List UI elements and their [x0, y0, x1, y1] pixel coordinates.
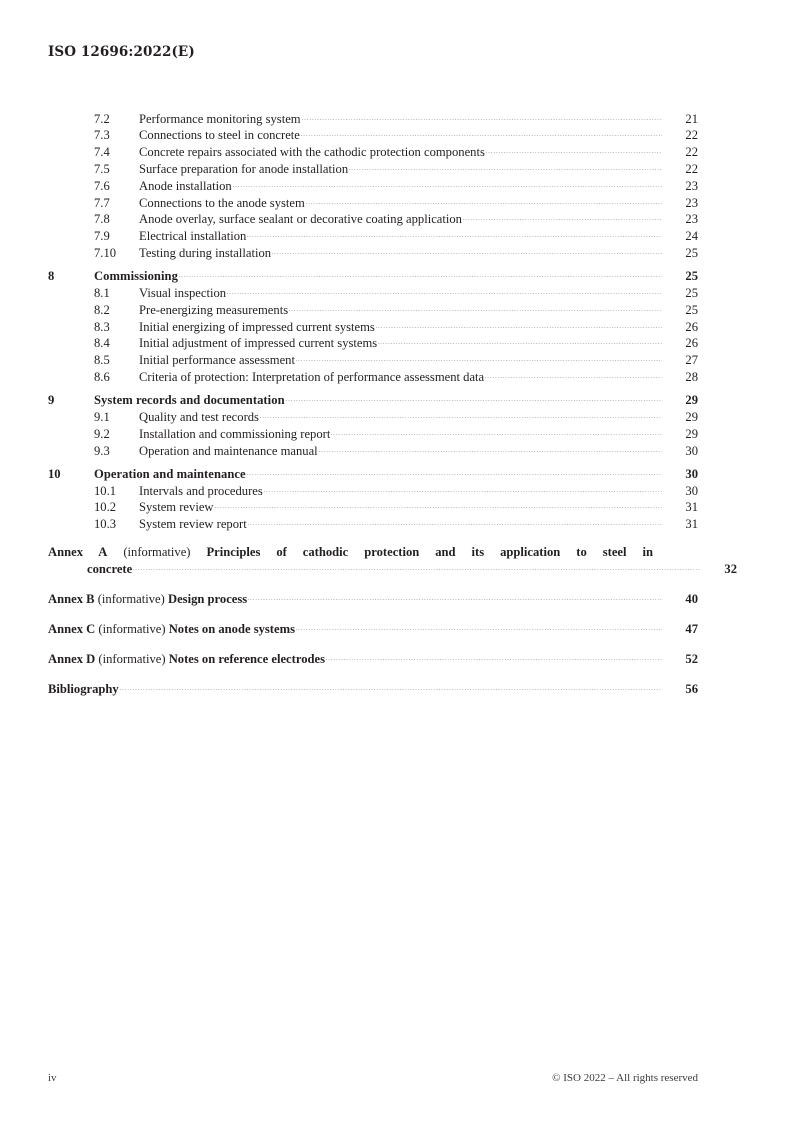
toc-entry[interactable] — [48, 425, 698, 442]
dot-leader — [272, 244, 662, 257]
annex-title-cell — [48, 620, 662, 637]
toc-entry-number: 9.2 — [94, 426, 110, 441]
page-footer — [48, 1072, 698, 1084]
toc-entry[interactable] — [48, 392, 698, 409]
dot-leader — [260, 408, 662, 421]
dot-leader — [248, 516, 662, 529]
toc-entry[interactable] — [48, 499, 698, 516]
toc-entry-number: 7.10 — [94, 245, 117, 260]
toc-entry-title[interactable]: Concrete repairs associated with the cathodic protection components — [139, 145, 485, 160]
dot-leader — [331, 425, 662, 438]
toc-entry[interactable] — [48, 211, 698, 228]
toc-page-number[interactable]: 28 — [685, 369, 698, 384]
toc-entry[interactable] — [48, 244, 698, 261]
toc-page-number[interactable]: 30 — [685, 443, 698, 458]
annex-title-cell — [48, 650, 662, 667]
annex-heading — [48, 622, 295, 637]
toc-entry-title[interactable]: Operation and maintenance — [94, 466, 246, 481]
dot-leader — [247, 228, 662, 241]
toc-entry[interactable] — [48, 352, 698, 369]
bibliography-line — [48, 680, 698, 697]
annex-line-first — [48, 545, 653, 561]
toc-page-number[interactable]: 47 — [685, 622, 698, 637]
toc-entry-title[interactable]: Testing during installation — [139, 245, 272, 260]
toc-entry-number: 8.1 — [94, 285, 110, 300]
toc-page-number[interactable]: 25 — [685, 269, 698, 284]
toc-entry-title-cell — [94, 268, 662, 285]
annex-heading — [48, 592, 247, 607]
toc-entry-title[interactable]: Performance monitoring system — [139, 111, 301, 126]
toc-entry[interactable] — [48, 301, 698, 318]
annex-line-continued — [48, 561, 737, 578]
toc-entry-number: 10.3 — [94, 517, 117, 532]
document-header: ISO 12696:2022(E) — [48, 44, 195, 60]
annex-title[interactable]: Notes on reference electrodes — [168, 651, 325, 666]
toc-page-number[interactable]: 22 — [685, 145, 698, 160]
toc-entry-title-cell — [139, 408, 662, 425]
toc-entry-title[interactable]: Initial performance assessment — [139, 353, 295, 368]
toc-entry-number: 7.7 — [94, 195, 110, 210]
toc-entry-title[interactable]: Anode installation — [139, 178, 232, 193]
toc-entry-title[interactable]: Anode overlay, surface sealant or decorative coating application — [139, 212, 462, 227]
toc-entry[interactable] — [48, 482, 698, 499]
annex-label: Annex C — [48, 622, 96, 637]
dot-leader — [233, 177, 662, 190]
toc-entry-number: 7.9 — [94, 229, 110, 244]
toc-entry-title-cell — [139, 301, 662, 318]
toc-entry-title-cell — [94, 392, 662, 409]
dot-leader — [296, 620, 662, 633]
toc-entry-title[interactable]: Criteria of protection: Interpretation of performance assessment data — [139, 369, 485, 384]
toc-entry-title[interactable]: Initial adjustment of impressed current systems — [139, 336, 378, 351]
annex-title[interactable]: concrete — [87, 562, 133, 577]
dot-leader — [326, 650, 662, 663]
toc-page-number[interactable]: 40 — [685, 592, 698, 607]
toc-page-number[interactable]: 52 — [685, 651, 698, 666]
toc-entry[interactable] — [48, 442, 698, 459]
toc-entry[interactable] — [48, 110, 698, 127]
toc-entry-number: 8.6 — [94, 369, 110, 384]
toc-page-number[interactable]: 22 — [685, 161, 698, 176]
toc-entry-title-cell — [139, 244, 662, 261]
toc-entry-title-cell — [139, 110, 662, 127]
toc-entry-number: 7.4 — [94, 145, 110, 160]
toc-entry-number: 9.3 — [94, 443, 110, 458]
toc-entry-title-cell — [139, 194, 662, 211]
toc-entry-title[interactable]: Connections to steel in concrete — [139, 128, 300, 143]
toc-entry-title[interactable]: Pre-energizing measurements — [139, 302, 289, 317]
toc-entry[interactable] — [48, 268, 698, 285]
toc-page-number[interactable]: 23 — [685, 195, 698, 210]
toc-page-number[interactable]: 22 — [685, 128, 698, 143]
toc-entry[interactable] — [48, 127, 698, 144]
toc-page-number[interactable]: 24 — [685, 229, 698, 244]
toc-page-number[interactable]: 25 — [685, 285, 698, 300]
annex-label: Annex B — [48, 592, 95, 607]
toc-entry-title-cell — [139, 482, 662, 499]
toc-entry-number: 8.2 — [94, 302, 110, 317]
dot-leader — [349, 160, 662, 173]
toc-annex-entry[interactable] — [48, 545, 737, 577]
toc-entry-title-cell — [139, 211, 662, 228]
toc-entry-number: 8.5 — [94, 353, 110, 368]
toc-entry-title[interactable]: Commissioning — [94, 269, 178, 284]
bibliography-title-cell — [48, 680, 662, 697]
dot-leader — [215, 499, 663, 512]
toc-entry-number: 8 — [48, 269, 55, 284]
footer-copyright: © ISO 2022 – All rights reserved — [552, 1072, 698, 1084]
dot-leader — [264, 482, 662, 495]
toc-entry-title[interactable]: Connections to the anode system — [139, 195, 305, 210]
toc-entry-title-cell — [139, 368, 662, 385]
toc-entry-title-cell — [139, 516, 662, 533]
toc-annex-entry[interactable] — [48, 591, 698, 608]
toc-page-number[interactable]: 26 — [685, 336, 698, 351]
dot-leader — [301, 127, 662, 140]
toc-entry-title-cell — [139, 177, 662, 194]
annex-kind: (informative) — [98, 622, 166, 637]
annex-line-single — [48, 591, 698, 608]
toc-entry[interactable] — [48, 284, 698, 301]
toc-entry-number: 7.8 — [94, 212, 110, 227]
toc-entry[interactable] — [48, 144, 698, 161]
dot-leader — [248, 591, 662, 604]
dot-leader — [247, 465, 662, 478]
toc-entry[interactable] — [48, 335, 698, 352]
toc-entry-number: 7.2 — [94, 111, 110, 126]
toc-entry-number: 7.3 — [94, 128, 110, 143]
toc-page-number[interactable]: 31 — [685, 517, 698, 532]
toc-entry-title[interactable]: Quality and test records — [139, 409, 259, 424]
toc-entry-title-cell — [139, 352, 662, 369]
annex-kind: (informative) — [97, 592, 165, 607]
toc-page-number[interactable]: 30 — [685, 483, 698, 498]
toc-entry[interactable] — [48, 408, 698, 425]
toc-page-number[interactable]: 23 — [685, 212, 698, 227]
toc-page-number[interactable]: 25 — [685, 245, 698, 260]
dot-leader — [296, 352, 662, 365]
annex-title-cell — [48, 591, 662, 608]
toc-page-number[interactable]: 23 — [685, 178, 698, 193]
toc-page-number[interactable]: 31 — [685, 500, 698, 515]
dot-leader — [120, 680, 662, 693]
toc-entry[interactable] — [48, 160, 698, 177]
toc-page-number[interactable]: 29 — [685, 393, 698, 408]
toc-entry-title-cell — [139, 284, 662, 301]
dot-leader — [319, 442, 662, 455]
dot-leader — [463, 211, 662, 224]
toc-entry-title[interactable]: Initial energizing of impressed current systems — [139, 319, 375, 334]
annex-title-cell — [87, 561, 701, 578]
dot-leader — [306, 194, 662, 207]
toc-entry-title-cell — [139, 160, 662, 177]
toc-entry-title[interactable]: Intervals and procedures — [139, 483, 263, 498]
toc-page-number[interactable]: 29 — [685, 409, 698, 424]
toc-entry[interactable] — [48, 516, 698, 533]
toc-entry-title[interactable]: Installation and commissioning report — [139, 426, 331, 441]
annex-title[interactable]: Design process — [168, 592, 248, 607]
annex-label: Annex A — [48, 545, 108, 560]
dot-leader — [376, 318, 662, 331]
toc-page-number[interactable]: 30 — [685, 466, 698, 481]
toc-page-number[interactable]: 27 — [685, 353, 698, 368]
dot-leader — [486, 144, 662, 157]
toc-entry-title[interactable]: System review — [139, 500, 214, 515]
toc-entry[interactable] — [48, 228, 698, 245]
table-of-contents — [48, 110, 737, 697]
annex-title[interactable]: Principles of cathodic protection and its application to steel in — [206, 545, 653, 560]
toc-entry-title-cell — [139, 127, 662, 144]
toc-entry-title-cell — [94, 465, 662, 482]
toc-entry-number: 7.5 — [94, 161, 110, 176]
dot-leader — [485, 368, 662, 381]
toc-page-number[interactable]: 56 — [685, 681, 698, 696]
toc-entry-title-cell — [139, 499, 662, 516]
toc-annex-entry[interactable] — [48, 620, 698, 637]
toc-annex-entry[interactable] — [48, 650, 698, 667]
toc-entry[interactable] — [48, 368, 698, 385]
toc-entry-title[interactable]: Visual inspection — [139, 285, 227, 300]
toc-entry-number: 10.2 — [94, 500, 117, 515]
toc-entry-title[interactable]: System records and documentation — [94, 393, 285, 408]
toc-entry-number: 8.3 — [94, 319, 110, 334]
toc-page-number[interactable]: 29 — [685, 426, 698, 441]
annex-heading — [48, 652, 325, 667]
toc-entry-number: 10.1 — [94, 483, 117, 498]
toc-page-number[interactable]: 26 — [685, 319, 698, 334]
footer-page-number: iv — [48, 1072, 57, 1084]
toc-entry[interactable] — [48, 177, 698, 194]
annex-label: Annex D — [48, 651, 96, 666]
toc-page-number[interactable]: 32 — [724, 562, 737, 577]
dot-leader — [378, 335, 662, 348]
toc-entry-number: 10 — [48, 466, 61, 481]
toc-entry[interactable] — [48, 318, 698, 335]
toc-entry-number: 8.4 — [94, 336, 110, 351]
toc-entry-title[interactable]: Operation and maintenance manual — [139, 443, 318, 458]
toc-entry[interactable] — [48, 465, 698, 482]
dot-leader — [179, 268, 662, 281]
toc-bibliography-entry[interactable] — [48, 680, 698, 697]
toc-entry-title[interactable]: Surface preparation for anode installation — [139, 161, 349, 176]
annex-kind: (informative) — [98, 651, 166, 666]
toc-entry-title-cell — [139, 228, 662, 245]
toc-entry-number: 9.1 — [94, 409, 110, 424]
toc-entry-title-cell — [139, 318, 662, 335]
annex-line-single — [48, 650, 698, 667]
toc-entry[interactable] — [48, 194, 698, 211]
toc-entry-title-cell — [139, 425, 662, 442]
toc-entry-title[interactable]: Electrical installation — [139, 229, 247, 244]
toc-entry-title-cell — [139, 144, 662, 161]
dot-leader — [286, 392, 662, 405]
toc-page-number[interactable]: 21 — [685, 111, 698, 126]
toc-page-number[interactable]: 25 — [685, 302, 698, 317]
dot-leader — [302, 110, 662, 123]
toc-entry-title-cell — [139, 335, 662, 352]
toc-entry-title[interactable]: System review report — [139, 517, 247, 532]
dot-leader — [133, 561, 701, 574]
toc-entry-title-cell — [139, 442, 662, 459]
dot-leader — [227, 284, 662, 297]
toc-entry-number: 7.6 — [94, 178, 110, 193]
bibliography-title[interactable]: Bibliography — [48, 681, 119, 696]
toc-entry-number: 9 — [48, 393, 55, 408]
annex-line-single — [48, 620, 698, 637]
annex-title[interactable]: Notes on anode systems — [168, 622, 295, 637]
annex-kind: (informative) — [123, 545, 191, 560]
dot-leader — [289, 301, 662, 314]
